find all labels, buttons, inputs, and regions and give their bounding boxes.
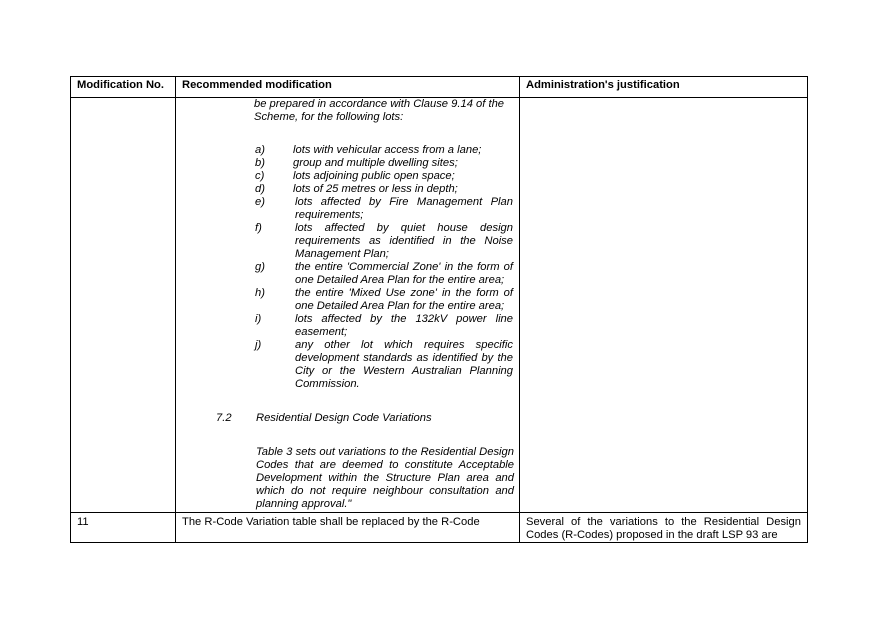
justification-text: Several of the variations to the Residential Design Codes (R-Codes) proposed in the draft LSP 93 are — [526, 516, 801, 541]
justification-cell — [520, 513, 808, 543]
clause-intro-text: be prepared in accordance with Clause 9.14 of the Scheme, for the following lots: — [254, 98, 505, 123]
section-paragraph: Table 3 sets out variations to the Residential Design Codes that are deemed to constitute Acceptable Development within the Structure Plan area and which do not require neighbour consultation and planning approval." — [256, 446, 514, 510]
list-item-text: lots affected by the 132kV power line easement; — [295, 313, 513, 338]
list-item-letter: j) — [255, 339, 262, 351]
header-administration-justification: Administration's justification — [520, 77, 808, 98]
list-item-letter: b) — [255, 157, 265, 169]
list-item-letter: a) — [255, 144, 265, 156]
list-item-text: the entire 'Commercial Zone' in the form of one Detailed Area Plan for the entire area; — [295, 261, 513, 286]
recommended-modification-text: The R-Code Variation table shall be replaced by the R-Code — [182, 516, 480, 528]
list-item-text: lots affected by quiet house design requirements as identified in the Noise Management Plan; — [295, 222, 513, 260]
modification-number-cell — [71, 513, 176, 543]
recommended-modification-cell — [176, 513, 520, 543]
section-title: Residential Design Code Variations — [256, 412, 432, 424]
continued-modification-no-cell — [71, 98, 176, 513]
table-header-row — [71, 77, 808, 98]
continued-justification-cell — [520, 98, 808, 513]
table-row-continued — [71, 98, 808, 513]
list-item-letter: e) — [255, 196, 265, 208]
list-item-text: lots of 25 metres or less in depth; — [293, 183, 458, 195]
list-item-text: group and multiple dwelling sites; — [293, 157, 458, 169]
list-item-text: lots with vehicular access from a lane; — [293, 144, 482, 156]
list-item-letter: f) — [255, 222, 262, 234]
list-item-letter: c) — [255, 170, 265, 182]
modifications-table — [70, 76, 808, 543]
continued-recommended-cell — [176, 98, 520, 513]
section-number: 7.2 — [216, 412, 232, 424]
modification-number: 11 — [77, 516, 89, 528]
list-item-letter: g) — [255, 261, 265, 273]
list-item-text: lots adjoining public open space; — [293, 170, 455, 182]
header-modification-no: Modification No. — [71, 77, 176, 98]
list-item-text: any other lot which requires specific development standards as identified by the City or the Western Australian Planning Commission. — [295, 339, 513, 390]
table-row — [71, 513, 808, 543]
list-item-text: the entire 'Mixed Use zone' in the form of one Detailed Area Plan for the entire area; — [295, 287, 513, 312]
list-item-text: lots affected by Fire Management Plan requirements; — [295, 196, 513, 221]
header-recommended-modification: Recommended modification — [176, 77, 520, 98]
list-item-letter: i) — [255, 313, 262, 325]
list-item-letter: d) — [255, 183, 265, 195]
list-item-letter: h) — [255, 287, 265, 299]
